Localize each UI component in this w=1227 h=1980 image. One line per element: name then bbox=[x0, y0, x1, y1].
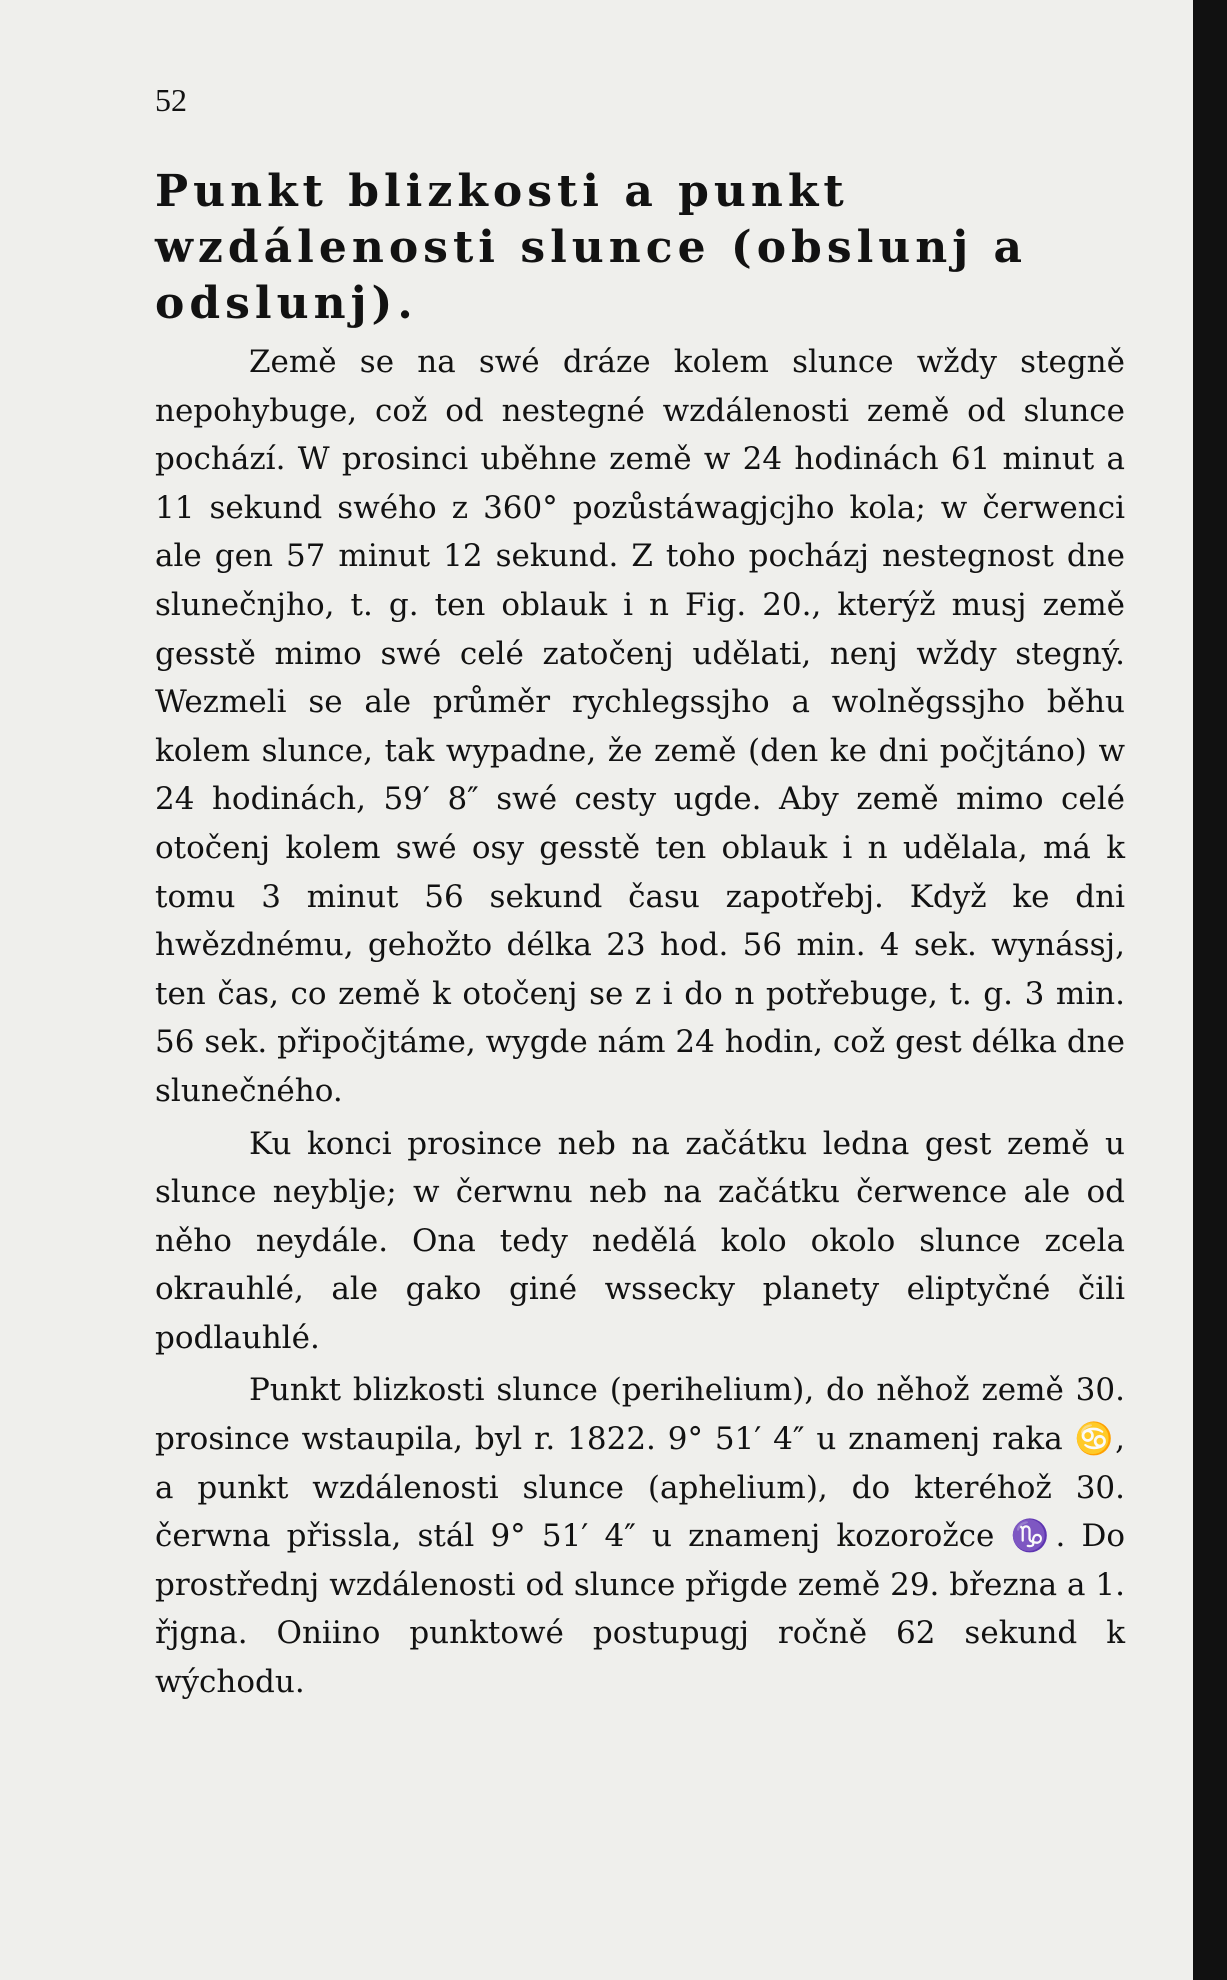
page-number: 52 bbox=[155, 82, 187, 118]
paragraph-perihelion-aphelion: Ku konci prosince neb na začátku ledna gest země u slunce neyblje; w čerwnu neb na začátku čerwence ale od něho neydále. Ona tedy nedělá kolo okolo slunce zcela okrauhlé, ale gako giné wssecky planety eliptyčné čili podlauhlé. bbox=[155, 1125, 1125, 1356]
paragraph-dates: Punkt blizkosti slunce (perihelium), do něhož země 30. prosince wstaupila, byl r. 1822. 9° 51′ 4″ u znamenj raka ♋, a punkt wzdálenosti slunce (aphelium), do kteréhož 30. čerwna přissla, stál 9° 51′ 4″ u znamenj kozorožce ♑. Do prostřednj wzdálenosti od slunce přigde země 29. března a 1. řjgna. Oniino punktowé postupugj ročně 62 sekund k wýchodu. bbox=[155, 1372, 1125, 1701]
page-edge-shadow bbox=[1193, 0, 1227, 1980]
paragraph-earth-orbit: Země se na swé dráze kolem slunce wždy stegně nepohybuge, což od nestegné wzdálenosti země od slunce pochází. W prosinci uběhne země w 24 hodinách 61 minut a 11 sekund swého z 360° pozůstáwagjcjho kola; w čerwenci ale gen 57 minut 12 sekund. Z toho pocházj nestegnost dne slunečnjho, t. g. ten oblauk i n Fig. 20., kterýž musj země gesstě mimo swé celé zatočenj udělati, nenj wždy stegný. Wezmeli se ale průměr rychlegssjho a wolněgssjho běhu kolem slunce, tak wypadne, že země (den ke dni počjtáno) w 24 hodinách, 59′ 8″ swé cesty ugde. Aby země mimo celé otočenj kolem swé osy gesstě ten oblauk i n udělala, má k tomu 3 minut 56 sekund času zapotřebj. Když ke dni hwězdnému, gehožto délka 23 hod. 56 min. 4 sek. wynássj, ten čas, co země k otočenj se z i do n potřebuge, t. g. 3 min. 56 sek. připočjtáme, wygde nám 24 hodin, což gest délka dne slunečného. bbox=[155, 344, 1125, 1109]
section-heading: Punkt blizkosti a punkt wzdálenosti slunce (obslunj a odslunj). bbox=[155, 166, 1028, 329]
book-page bbox=[155, 80, 1125, 1707]
